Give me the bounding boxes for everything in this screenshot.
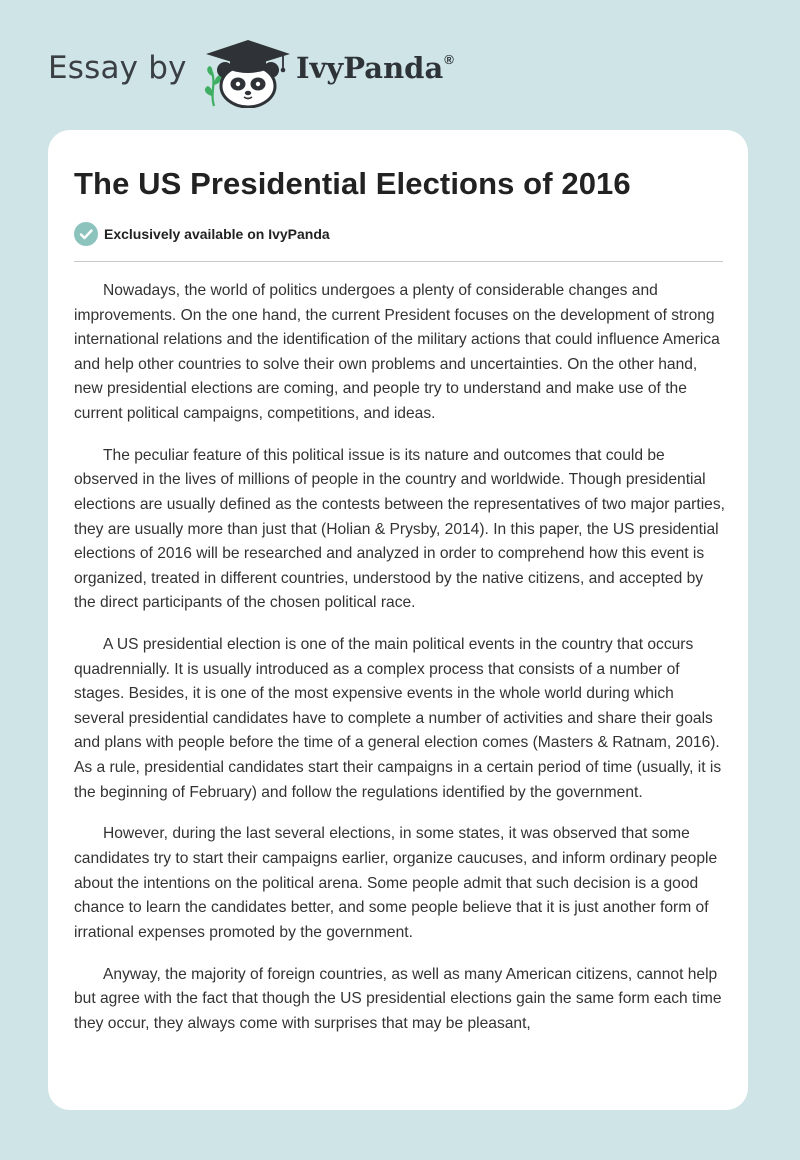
essay-body xyxy=(74,279,726,1054)
ivypanda-logo-text[interactable] xyxy=(296,51,454,85)
panda-graduate-icon xyxy=(200,36,296,108)
paragraph: Nowadays, the world of politics undergoes a plenty of considerable changes and improvements. On the one hand, the current President focuses on the development of strong international relations and the identification of the military actions that could influence America and help other countries to solve their own problems and uncertainties. On the other hand, new presidential elections are coming, and people try to understand and make use of the current political campaigns, competitions, and ideas. xyxy=(74,282,720,422)
paragraph: However, during the last several elections, in some states, it was observed that some candidates try to start their campaigns earlier, organize caucuses, and inform ordinary people about the intentions on the political arena. Some people admit that such decision is a good chance to learn the candidates better, and some people believe that it is just another form of irrational expenses promoted by the government. xyxy=(74,825,718,941)
exclusive-badge-text: Exclusively available on IvyPanda xyxy=(104,226,330,242)
title-divider xyxy=(74,261,723,262)
paragraph: The peculiar feature of this political issue is its nature and outcomes that could be observed in the lives of millions of people in the country and worldwide. Though presidential elections are usually defined as the contests between the representatives of two major parties, they are usually more than just that (Holian & Prysby, 2014). In this paper, the US presidential elections of 2016 will be researched and analyzed in order to comprehend how this event is organized, treated in different countries, understood by the native citizens, and accepted by the direct participants of the chosen political race. xyxy=(74,446,725,612)
paragraph: Anyway, the majority of foreign countries, as well as many American citizens, cannot help but agree with the fact that though the US presidential elections gain the same form each time they occur, they always come with surprises that may be pleasant, xyxy=(74,965,722,1032)
page-title: The US Presidential Elections of 2016 xyxy=(74,166,631,201)
essay-card xyxy=(48,130,748,1110)
exclusive-badge xyxy=(74,222,330,246)
paragraph: A US presidential election is one of the main political events in the country that occurs quadrennially. It is usually introduced as a complex process that consists of a number of stages. Besides, it is one of the most expensive events in the whole world during which several presidential candidates have to complete a number of activities and share their goals and plans with people before the time of a general election comes (Masters & Ratnam, 2016). As a rule, presidential candidates start their campaigns in a certain period of time (usually, it is the beginning of February) and follow the regulations identified by the government. xyxy=(74,636,722,801)
site-header xyxy=(0,0,800,130)
registered-mark: ® xyxy=(444,52,454,67)
brand-name: IvyPanda xyxy=(296,51,444,85)
check-circle-icon xyxy=(74,222,98,246)
essay-by-label: Essay by xyxy=(48,50,187,86)
